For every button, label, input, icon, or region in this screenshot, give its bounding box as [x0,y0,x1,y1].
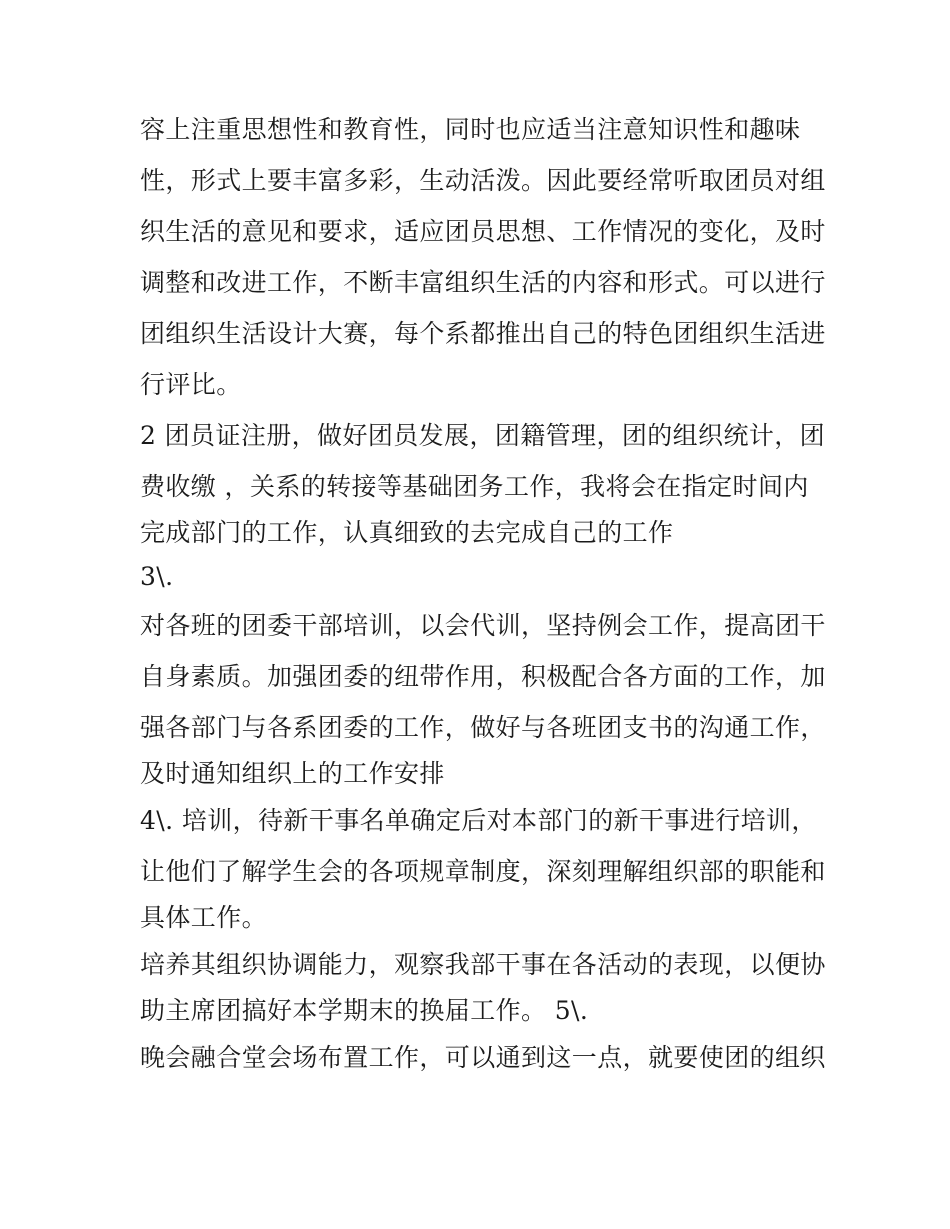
text-line: 2 团员证注册，做好团员发展，团籍管理，团的组织统计，团 [140,421,826,450]
text-line: 自身素质。加强团委的纽带作用，积极配合各方面的工作，加 [140,662,826,691]
text-line: 3\. [140,562,174,591]
text-line: 费收缴 ，关系的转接等基础团务工作，我将会在指定时间内 [140,472,809,501]
text-line: 助主席团搞好本学期末的换届工作。 5\. [140,996,589,1025]
text-line: 完成部门的工作，认真细致的去完成自己的工作 [140,518,674,547]
text-line: 行评比。 [140,370,242,399]
text-line: 团组织生活设计大赛，每个系都推出自己的特色团组织生活进 [140,319,826,348]
text-line: 性，形式上要丰富多彩，生动活泼。因此要经常听取团员对组 [140,166,826,195]
text-line: 培养其组织协调能力，观察我部干事在各活动的表现，以便协 [140,950,826,979]
text-line: 织生活的意见和要求，适应团员思想、工作情况的变化，及时 [140,217,826,246]
text-line: 晚会融合堂会场布置工作，可以通到这一点，就要使团的组织 [140,1043,826,1072]
text-line: 强各部门与各系团委的工作，做好与各班团支书的沟通工作， [140,713,826,742]
text-line: 4\. 培训，待新干事名单确定后对本部门的新干事进行培训， [140,806,817,835]
text-line: 调整和改进工作，不断丰富组织生活的内容和形式。可以进行 [140,268,826,297]
text-line: 具体工作。 [140,903,268,932]
text-line: 对各班的团委干部培训，以会代训，坚持例会工作，提高团干 [140,611,826,640]
document-body [140,104,826,1083]
text-line: 及时通知组织上的工作安排 [140,759,445,788]
text-line: 让他们了解学生会的各项规章制度，深刻理解组织部的职能和 [140,857,826,886]
text-line: 容上注重思想性和教育性，同时也应适当注意知识性和趣味 [140,115,801,144]
